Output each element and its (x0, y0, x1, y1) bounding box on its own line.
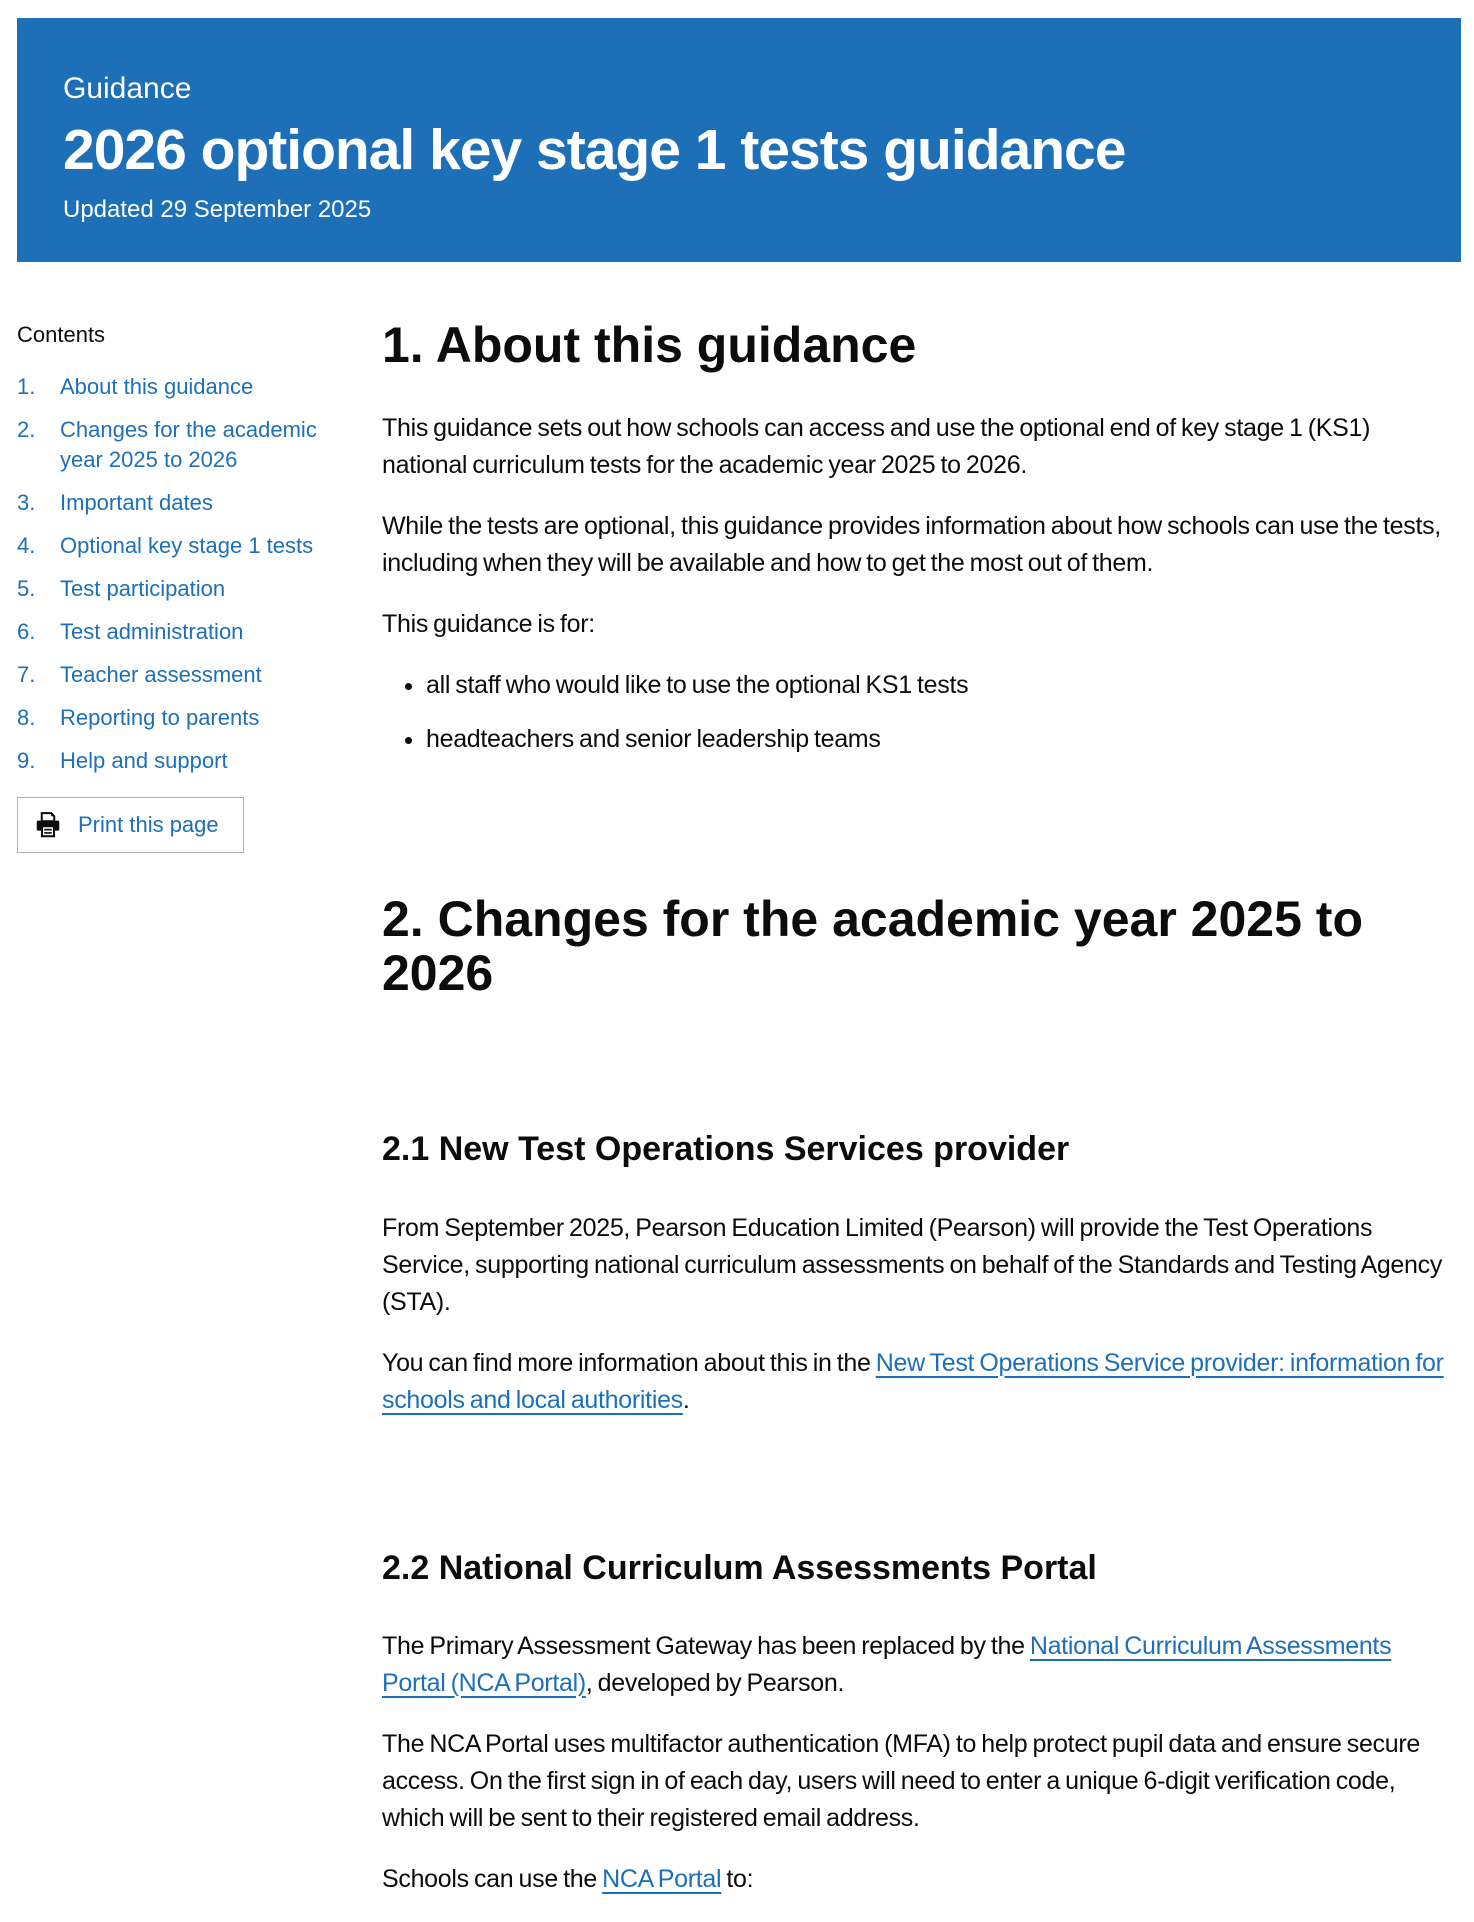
contents-sidebar (17, 262, 365, 852)
contents-item (17, 488, 365, 518)
section-heading: 1. About this guidance (382, 317, 917, 374)
paragraph: While the tests are optional, this guidance provides information about how schools can use the tests, including when they will be available and how to get the most out of them. (382, 512, 1441, 578)
bullet-list (382, 667, 1457, 758)
page-title: 2026 optional key stage 1 tests guidance (63, 118, 1126, 182)
contents-item (17, 531, 365, 561)
contents-list (17, 372, 365, 775)
paragraph: You can find more information about this in the New Test Operations Service provider: information for schools and local authorities. (382, 1348, 1444, 1414)
inline-link[interactable]: NCA Portal (602, 1864, 722, 1893)
contents-item-number: 4. (17, 533, 36, 559)
inline-link[interactable]: National Curriculum Assessments Portal (NCA Portal) (382, 1631, 1392, 1697)
contents-item-number: 1. (17, 374, 36, 400)
contents-link-4[interactable]: Optional key stage 1 tests (60, 533, 314, 559)
contents-link-5[interactable]: Test participation (60, 576, 226, 602)
contents-item (17, 574, 365, 604)
contents-link-8[interactable]: Reporting to parents (60, 704, 260, 730)
contents-link-1[interactable]: About this guidance (60, 374, 254, 400)
contents-item-number: 9. (17, 747, 36, 773)
updated-date: Updated 29 September 2025 (63, 195, 372, 223)
paragraph: From September 2025, Pearson Education Limited (Pearson) will provide the Test Operations Service, supporting national curriculum assessments on behalf of the Standards and Testing Agency (STA). (382, 1213, 1443, 1316)
contents-item-number: 6. (17, 618, 36, 644)
contents-item-number: 8. (17, 704, 36, 730)
contents-link-6[interactable]: Test administration (60, 618, 244, 644)
print-page-label: Print this page (78, 811, 219, 837)
paragraph: This guidance sets out how schools can access and use the optional end of key stage 1 (KS1) national curriculum tests for the academic year 2025 to 2026. (382, 414, 1371, 480)
contents-item (17, 415, 365, 475)
contents-item-number: 7. (17, 661, 36, 687)
page-banner (17, 18, 1461, 262)
main-content (382, 262, 1457, 1921)
contents-heading: Contents (17, 322, 106, 348)
paragraph: Schools can use the NCA Portal to: (382, 1864, 754, 1893)
printer-icon (33, 810, 63, 840)
subsection-heading: 2.2 National Curriculum Assessments Portal (382, 1548, 1097, 1587)
contents-link-2[interactable]: Changes for the academic year 2025 to 2026 (60, 417, 317, 473)
contents-link-7[interactable]: Teacher assessment (60, 661, 262, 687)
paragraph: This guidance is for: (382, 610, 595, 639)
contents-item-number: 5. (17, 576, 36, 602)
contents-item (17, 660, 365, 690)
bullet-item: • headteachers and senior leadership teams (426, 721, 1457, 758)
contents-item-number: 2. (17, 417, 36, 443)
paragraph: The Primary Assessment Gateway has been replaced by the National Curriculum Assessments Portal (NCA Portal), developed by Pearson. (382, 1631, 1392, 1697)
inline-link[interactable]: New Test Operations Service provider: information for schools and local authorities (382, 1348, 1444, 1414)
contents-link-9[interactable]: Help and support (60, 747, 228, 773)
contents-link-3[interactable]: Important dates (60, 490, 213, 516)
subsection-heading: 2.1 New Test Operations Services provider (382, 1130, 1070, 1169)
paragraph: The NCA Portal uses multifactor authentication (MFA) to help protect pupil data and ensure secure access. On the first sign in of each day, users will need to enter a unique 6-digit verification code, which will be sent to their registered email address. (382, 1729, 1420, 1832)
bullet-item: • all staff who would like to use the optional KS1 tests (426, 667, 1457, 704)
content-columns (17, 262, 1461, 1921)
banner-caption: Guidance (63, 72, 192, 105)
contents-item (17, 617, 365, 647)
contents-item-number: 3. (17, 490, 36, 516)
contents-item (17, 746, 365, 776)
contents-item (17, 372, 365, 402)
contents-item (17, 703, 365, 733)
section-heading: 2. Changes for the academic year 2025 to 2026 (382, 891, 1363, 1002)
print-page-button[interactable] (17, 797, 244, 853)
